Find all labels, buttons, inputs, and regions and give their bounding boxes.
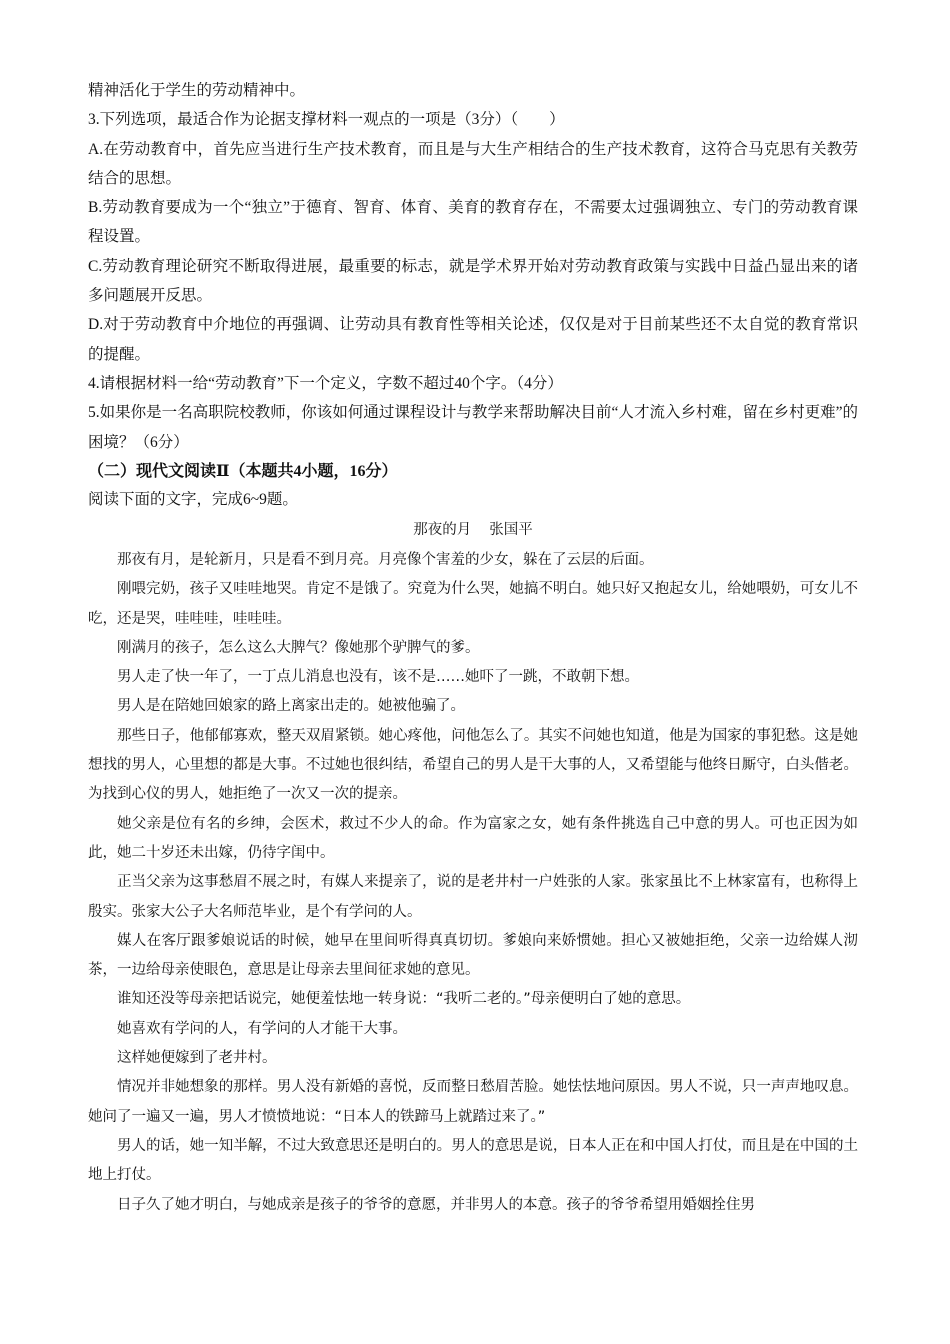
question-4: 4.请根据材料一给“劳动教育”下一个定义，字数不超过40个字。（4分） [88,374,563,392]
story-paragraph: 男人是在陪她回娘家的路上离家出走的。她被他骗了。 [117,698,465,715]
option-d: D.对于劳动教育中介地位的再强调、让劳动具有教育性等相关论述，仅仅是对于目前某些还不太自觉的教育常识的提醒。 [88,316,858,363]
question-section [88,76,858,457]
story-paragraph: 男人的话，她一知半解，不过大致意思还是明白的。男人的意思是说，日本人正在和中国人打仗，而且是在中国的土地上打仗。 [88,1137,858,1184]
option-b: B.劳动教育要成为一个“独立”于德育、智育、体育、美育的教育存在，不需要太过强调独立、专门的劳动教育课程设置。 [88,199,858,246]
story-paragraph: 男人走了快一年了，一丁点儿消息也没有，该不是……她吓了一跳，不敢朝下想。 [117,669,639,686]
question-5: 5.如果你是一名高职院校教师，你该如何通过课程设计与教学来帮助解决目前“人才流入乡村难，留在乡村更难”的困境？（6分） [88,404,858,451]
story-body [88,546,858,1220]
section-heading: （二）现代文阅读Ⅱ（本题共4小题，16分） [88,463,398,480]
story-paragraph: 她父亲是位有名的乡绅，会医术，救过不少人的命。作为富家之女，她有条件挑选自己中意的男人。可也正因为如此，她二十岁还未出嫁，仍待字闺中。 [88,815,858,861]
story-paragraph: 刚喂完奶，孩子又哇哇地哭。肯定不是饿了。究竟为什么哭，她搞不明白。她只好又抱起女儿，给她喂奶，可女儿不吃，还是哭，哇哇哇，哇哇哇。 [88,581,858,627]
story-paragraph: 那些日子，他郁郁寡欢，整天双眉紧锁。她心疼他，问他怎么了。其实不问她也知道，他是为国家的事犯愁。这是她想找的男人，心里想的都是大事。不过她也很纠结，希望自己的男人是干大事的人，又希望能与他终日厮守，白头偕老。为找到心仪的男人，她拒绝了一次又一次的提亲。 [88,727,858,803]
story-title-line [88,517,858,543]
question-3: 3.下列选项，最适合作为论据支撑材料一观点的一项是（3分）（ ） [88,111,565,129]
story-paragraph: 正当父亲为这事愁眉不展之时，有媒人来提亲了，说的是老井村一户姓张的人家。张家虽比不上林家富有，也称得上殷实。张家大公子大名师范毕业，是个有学问的人。 [88,874,858,920]
story-paragraph: 日子久了她才明白，与她成亲是孩子的爷爷的意愿，并非男人的本意。孩子的爷爷希望用婚姻拴住男 [117,1196,755,1213]
option-a: A.在劳动教育中，首先应当进行生产技术教育，而且是与大生产相结合的生产技术教育，这符合马克思有关教劳结合的思想。 [88,140,858,187]
story-paragraph: 情况并非她想象的那样。男人没有新婚的喜悦，反而整日愁眉苦脸。她怯怯地问原因。男人不说，只一声声地叹息。她问了一遍又一遍，男人才愤愤地说：“日本人的铁蹄马上就踏过来了。” [88,1079,858,1125]
story-paragraph: 媒人在客厅跟爹娘说话的时候，她早在里间听得真真切切。爹娘向来娇惯她。担心又被她拒绝，父亲一边给媒人沏茶，一边给母亲使眼色，意思是让母亲去里间征求她的意见。 [88,932,858,979]
story-author: 张国平 [489,522,533,538]
story-paragraph: 刚满月的孩子，怎么这么大脾气？像她那个驴脾气的爹。 [117,639,480,656]
story-title: 那夜的月 [413,522,472,538]
passage-ending: 精神活化于学生的劳动精神中。 [88,82,306,99]
story-paragraph: 那夜有月，是轮新月，只是看不到月亮。月亮像个害羞的少女，躲在了云层的后面。 [117,552,654,568]
reading-instruction: 阅读下面的文字，完成6~9题。 [88,491,298,508]
option-c: C.劳动教育理论研究不断取得进展，最重要的标志，就是学术界开始对劳动教育政策与实践中日益凸显出来的诸多问题展开反思。 [88,257,858,305]
story-paragraph: 这样她便嫁到了老井村。 [117,1050,277,1067]
story-paragraph: 谁知还没等母亲把话说完，她便羞怯地一转身说：“我听二老的。”母亲便明白了她的意思。 [117,991,691,1008]
story-paragraph: 她喜欢有学问的人，有学问的人才能干大事。 [117,1020,407,1037]
